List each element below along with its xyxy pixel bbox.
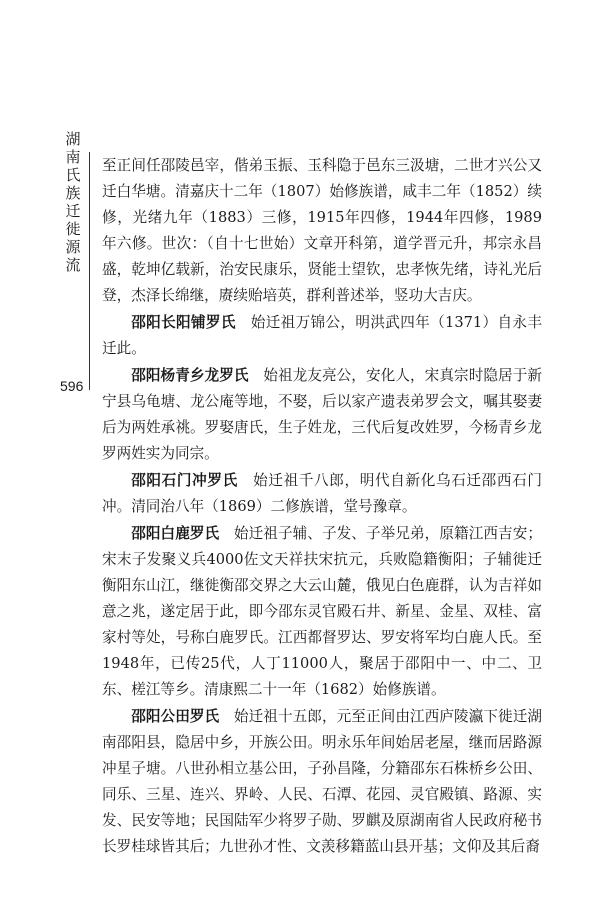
entry-title: 邵阳杨青乡龙罗氏 <box>131 367 249 384</box>
paragraph-continuation <box>102 153 542 309</box>
entry-title: 邵阳石门冲罗氏 <box>131 472 238 489</box>
entry-text: 始迁祖十五郎，元至正间由江西庐陵瀛下徙迁湖南邵阳县，隐居中乡，开族公田。明永乐年间始居老屋，继而居路源冲星子塘。八世孙相立基公田，子孙昌隆，分籍邵东石株桥乡公田、同乐、三星、连兴、界岭、人民、石潭、花园、灵官殿镇、路源、实发、民安等地；民国陆军少将罗子勋、罗麒及原湖南省人民政府秘书长罗桂球皆其后；九世孙才性、文羡移籍蓝山县开基；文仰及其后裔 <box>102 708 542 855</box>
entry-changyangpu <box>102 310 542 362</box>
entry-text: 始迁祖万锦公，明洪武四年（1371）自永丰迁此。 <box>102 314 542 357</box>
entry-text: 始迁祖子辅、子发、子举兄弟，原籍江西吉安；宋末子发聚义兵4000佐文天祥扶宋抗元，兵败隐籍衡阳；子辅徙迁衡阳东山江，继徙衡邵交界之大云山麓，俄见白色鹿群，认为吉祥如意之兆，遂定居于此，即今邵东灵官殿石井、新星、金星、双桂、富家村等处，号称白鹿罗氏。江西都督罗达、罗安将军均白鹿人氏。至1948年，已传25代，人丁11000人，聚居于邵阳中一、中二、卫东、槎江等乡。清康熙二十一年（1682）始修族谱。 <box>102 525 542 698</box>
body-text <box>102 153 542 861</box>
entry-text: 始祖龙友亮公，安化人，宋真宗时隐居于新宁县乌龟塘、龙公庵等地，不娶，后以家产遗表弟罗会文，嘱其娶妻后为两姓承祧。罗娶唐氏，生子姓龙，三代后复改姓罗，今杨青乡龙罗两姓实为同宗。 <box>102 367 542 462</box>
entry-text: 始迁祖千八郎，明代自新化乌石迁邵西石门冲。清同治八年（1869）二修族谱，堂号豫章。 <box>102 472 542 515</box>
entry-title: 邵阳白鹿罗氏 <box>131 525 220 542</box>
entry-title: 邵阳长阳铺罗氏 <box>131 314 236 331</box>
entry-shimenchong <box>102 468 542 520</box>
entry-title: 邵阳公田罗氏 <box>131 708 220 725</box>
running-title: 湖南氏族迁徙源流 <box>65 130 81 274</box>
paragraph-text: 至正间任邵陵邑宰，偕弟玉振、玉科隐于邑东三汲塘，二世才兴公又迁白华塘。清嘉庆十二年（1807）始修族谱，咸丰二年（1852）续修，光绪九年（1883）三修，1915年四修，1944年四修，1989年六修。世次：（自十七世始）文章开科第，道学晋元升，邦宗永昌盛，乾坤亿载新，治安民康乐，贤能士望钦，忠孝恢先绪，诗礼光后登，杰泽长绵继，赓续贻培英，群利普述举，竖功大吉庆。 <box>102 157 542 304</box>
page-number: 596 <box>60 378 84 394</box>
entry-yangqing-long <box>102 363 542 467</box>
entry-bailu <box>102 521 542 703</box>
margin-rule <box>89 152 90 390</box>
entry-gongtian <box>102 704 542 860</box>
